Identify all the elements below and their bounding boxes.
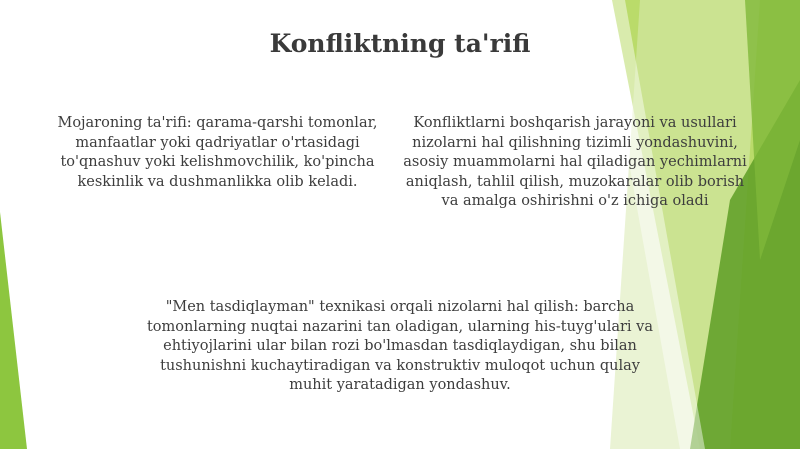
- validation-technique-paragraph: "Men tasdiqlayman" texnikasi orqali nizolarni hal qilish: barcha tomonlarning nuqtai nazarini tan oladigan, ularning his-tuyg'ulari va ehtiyojlarini ular bilan rozi bo'lmasdan tasdiqlaydigan, shu bilan tushunishni kuchaytiradigan va konstruktiv muloqot uchun qulay muhit yaratadigan yondashuv.: [146, 299, 654, 393]
- definition-paragraph: Mojaroning ta'rifi: qarama-qarshi tomonlar, manfaatlar yoki qadriyatlar o'rtasidagi to'qnashuv yoki kelishmovchilik, ko'pincha keskinlik va dushmanlikka olib keladi.: [57, 115, 378, 190]
- left-accent-stripe: [0, 212, 27, 449]
- slide-title: Konfliktning ta'rifi: [269, 29, 531, 58]
- management-paragraph: Konfliktlarni boshqarish jarayoni va usullari nizolarni hal qilishning tizimli yondashuvini, asosiy muammolarni hal qiladigan yechimlarni aniqlash, tahlil qilish, muzokaralar olib borish va amalga oshirishni o'z ichiga oladi: [403, 115, 747, 209]
